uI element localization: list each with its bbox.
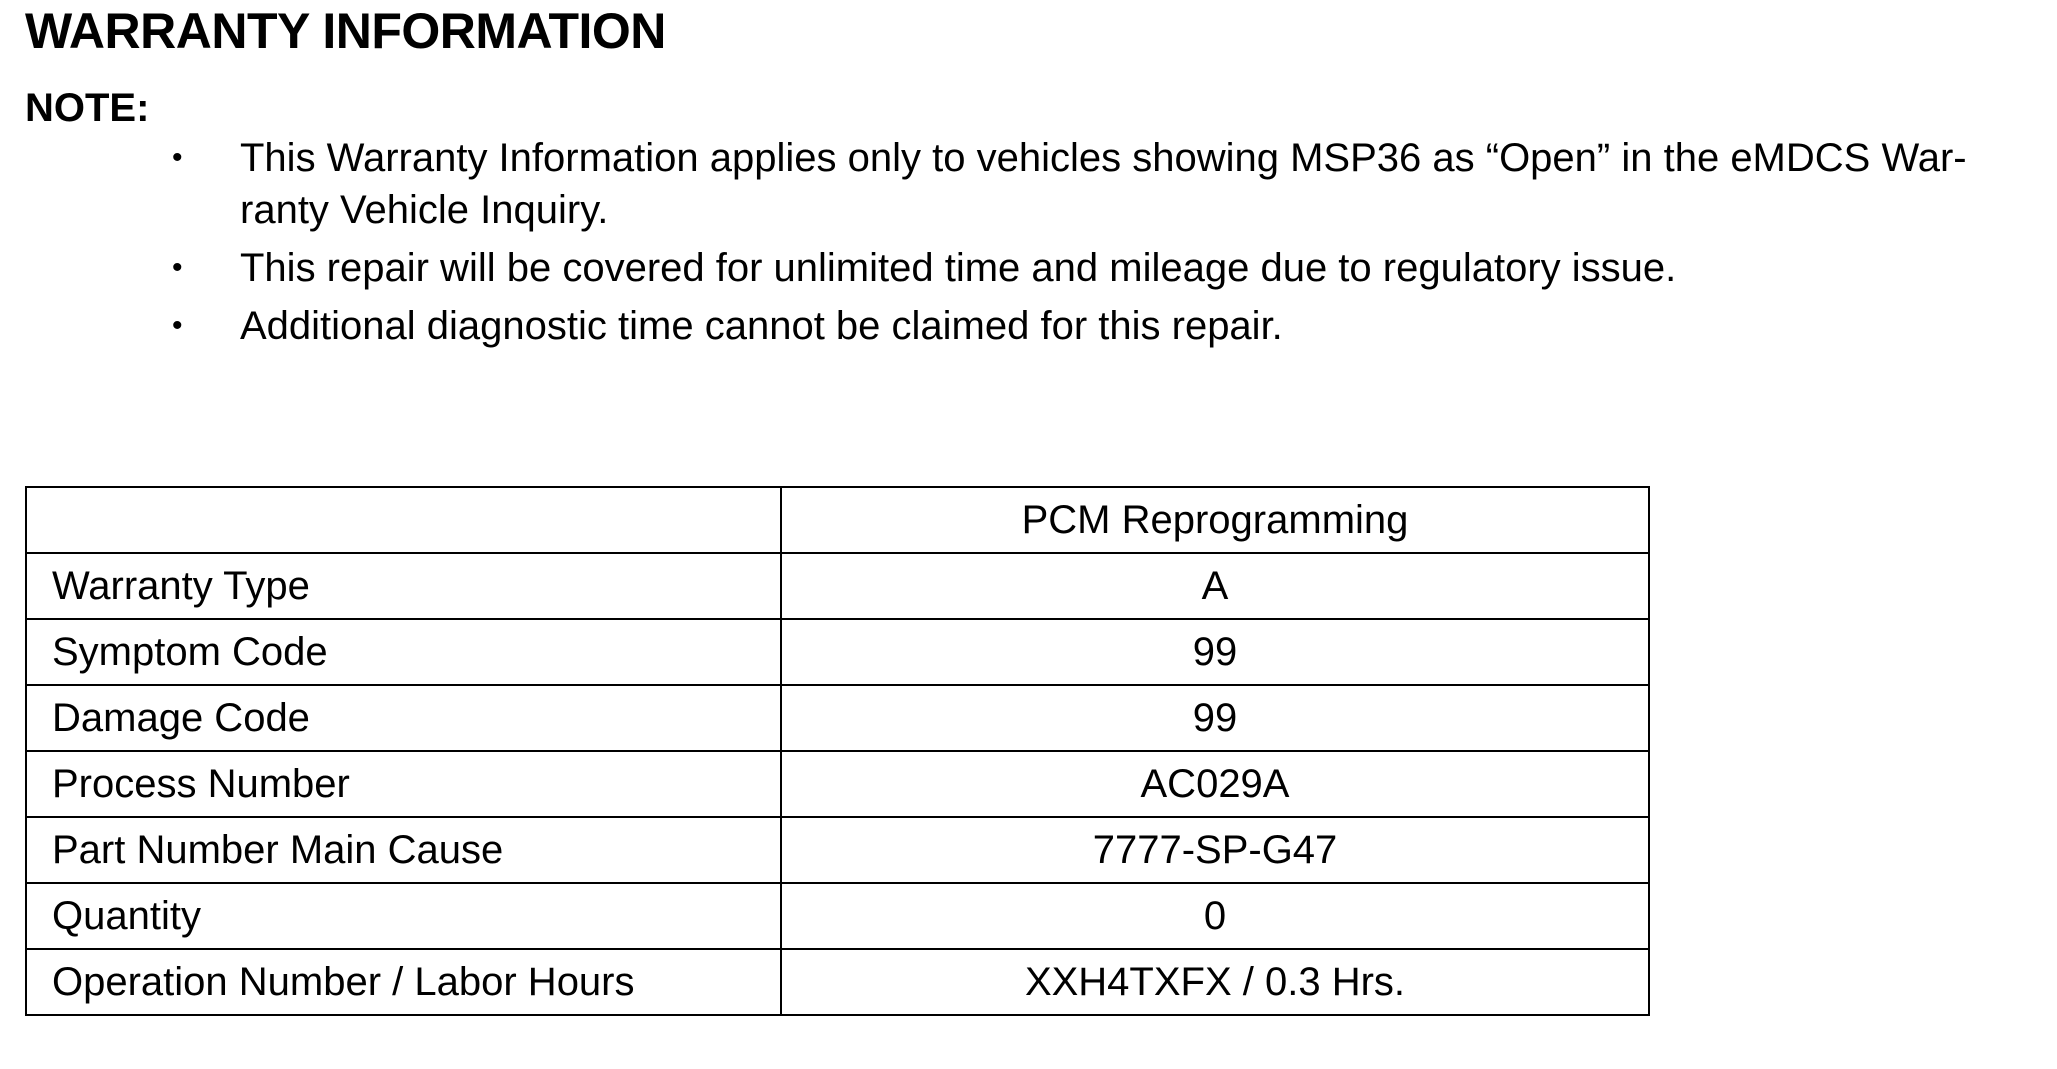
note-text: This repair will be covered for unlimited time and mileage due to regulatory issue. <box>240 246 1677 290</box>
bullet-icon: • <box>172 251 183 284</box>
row-label: Operation Number / Labor Hours <box>26 949 781 1015</box>
note-label: NOTE: <box>25 86 150 130</box>
row-value: A <box>781 553 1649 619</box>
page-title: WARRANTY INFORMATION <box>25 3 666 59</box>
table-row <box>26 883 1649 949</box>
row-label: Process Number <box>26 751 781 817</box>
table-header-row <box>26 487 1649 553</box>
table-row <box>26 751 1649 817</box>
note-text: This Warranty Information applies only to vehicles showing MSP36 as “Open” in the eMDCS War-ranty Vehicle Inquiry. <box>240 136 1967 232</box>
row-value: AC029A <box>781 751 1649 817</box>
table-row <box>26 619 1649 685</box>
row-label: Symptom Code <box>26 619 781 685</box>
row-label: Warranty Type <box>26 553 781 619</box>
note-item <box>0 242 2057 294</box>
row-value: 99 <box>781 619 1649 685</box>
row-value: 7777-SP-G47 <box>781 817 1649 883</box>
table-header-value: PCM Reprogramming <box>781 487 1649 553</box>
bullet-icon: • <box>172 141 183 174</box>
table-row <box>26 685 1649 751</box>
bullet-icon: • <box>172 309 183 342</box>
table-header-label <box>26 487 781 553</box>
table-row <box>26 949 1649 1015</box>
note-list <box>0 132 2057 358</box>
row-value: XXH4TXFX / 0.3 Hrs. <box>781 949 1649 1015</box>
row-value: 0 <box>781 883 1649 949</box>
row-value: 99 <box>781 685 1649 751</box>
row-label: Part Number Main Cause <box>26 817 781 883</box>
note-item <box>0 300 2057 352</box>
table-row <box>26 553 1649 619</box>
warranty-table <box>25 486 1650 1016</box>
row-label: Quantity <box>26 883 781 949</box>
row-label: Damage Code <box>26 685 781 751</box>
note-item <box>0 132 2057 236</box>
note-text: Additional diagnostic time cannot be claimed for this repair. <box>240 304 1283 348</box>
table-row <box>26 817 1649 883</box>
